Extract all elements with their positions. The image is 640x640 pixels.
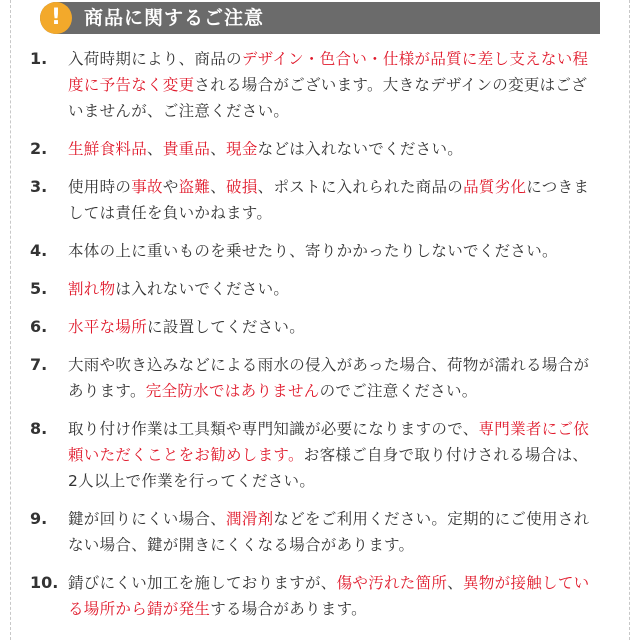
notice-list xyxy=(30,46,590,634)
section-title: 商品に関するご注意 xyxy=(84,7,265,29)
body-text: につきましては責任を負いかねます。 xyxy=(68,178,590,222)
body-text: 、ポストに入れられた商品の xyxy=(257,178,464,196)
body-text: 錆びにくい加工を施しておりますが、 xyxy=(68,574,337,592)
body-text: は入れないでください。 xyxy=(115,280,290,298)
body-text: 、 xyxy=(147,140,163,158)
notice-item xyxy=(30,416,590,494)
notice-text xyxy=(68,352,590,404)
notice-item xyxy=(30,174,590,226)
body-text: 、 xyxy=(447,574,464,592)
body-text: する場合があります。 xyxy=(210,600,367,618)
highlighted-text: デザイン・色合い・仕様が品質に差し支えない程度に予告なく変更 xyxy=(68,50,589,94)
notice-text xyxy=(68,506,590,558)
body-text: 使用時の xyxy=(68,178,132,196)
highlighted-text: 現金 xyxy=(226,140,258,158)
highlighted-text: 傷や汚れた箇所 xyxy=(336,574,448,592)
notice-text xyxy=(68,174,590,226)
body-text: などをご利用ください。定期的にご使用されない場合、鍵が開きにくくなる場合があります。 xyxy=(68,510,590,554)
notice-item xyxy=(30,276,590,302)
notice-number: 10. xyxy=(30,573,59,592)
notice-text xyxy=(68,314,590,340)
notice-item xyxy=(30,352,590,404)
notice-text xyxy=(68,136,590,162)
notice-item xyxy=(30,570,590,622)
notice-item xyxy=(30,46,590,124)
body-text: 大雨や吹き込みなどによる雨水の侵入があった場合、荷物が濡れる場合があります。 xyxy=(68,356,590,400)
notice-number: 2. xyxy=(30,139,48,158)
notice-item xyxy=(30,506,590,558)
notice-item xyxy=(30,136,590,162)
body-text: 入荷時期により、商品の xyxy=(68,50,242,68)
body-text: 鍵が回りにくい場合、 xyxy=(68,510,227,528)
highlighted-text: 盗難 xyxy=(178,178,211,196)
notice-number: 6. xyxy=(30,317,48,336)
notice-number: 4. xyxy=(30,241,48,260)
body-text: や xyxy=(162,178,179,196)
highlighted-text: 生鮮食料品 xyxy=(68,140,148,158)
notice-text xyxy=(68,46,590,124)
body-text: のでご注意ください。 xyxy=(319,382,478,400)
highlighted-text: 品質劣化 xyxy=(463,178,527,196)
highlighted-text: 潤滑剤 xyxy=(226,510,274,528)
body-text: 、 xyxy=(210,178,227,196)
highlighted-text: 異物が接触している場所から錆が発生 xyxy=(68,574,590,618)
body-text: お客様ご自身で取り付けされる場合は、2人以上で作業を行ってください。 xyxy=(68,446,589,490)
highlighted-text: 貴重品 xyxy=(162,140,211,158)
notice-text xyxy=(68,570,590,622)
notice-item xyxy=(30,314,590,340)
body-text: などは入れないでください。 xyxy=(257,140,464,158)
notice-number: 1. xyxy=(30,49,48,68)
notice-number: 3. xyxy=(30,177,48,196)
notice-text xyxy=(68,238,590,264)
highlighted-text: 水平な場所 xyxy=(68,318,148,336)
notice-number: 5. xyxy=(30,279,48,298)
body-text: 、 xyxy=(210,140,227,158)
body-text: に設置してください。 xyxy=(147,318,306,336)
notice-number: 8. xyxy=(30,419,48,438)
notice-text xyxy=(68,276,590,302)
exclamation-mark: ! xyxy=(50,5,62,30)
notice-number: 9. xyxy=(30,509,48,528)
highlighted-text: 事故 xyxy=(131,178,163,196)
exclamation-icon xyxy=(40,2,72,34)
highlighted-text: 割れ物 xyxy=(68,280,116,298)
body-text: 取り付け作業は工具類や専門知識が必要になりますので、 xyxy=(68,420,479,438)
section-header xyxy=(40,2,600,34)
highlighted-text: 破損 xyxy=(226,178,258,196)
highlighted-text: 完全防水ではありません xyxy=(145,382,320,400)
notice-number: 7. xyxy=(30,355,48,374)
body-text: 本体の上に重いものを乗せたり、寄りかかったりしないでください。 xyxy=(68,242,558,260)
body-text: される場合がございます。大きなデザインの変更はございませんが、ご注意ください。 xyxy=(68,76,588,120)
highlighted-text: 専門業者にご依頼いただくことをお勧めします。 xyxy=(68,420,590,464)
notice-text xyxy=(68,416,590,494)
notice-item xyxy=(30,238,590,264)
